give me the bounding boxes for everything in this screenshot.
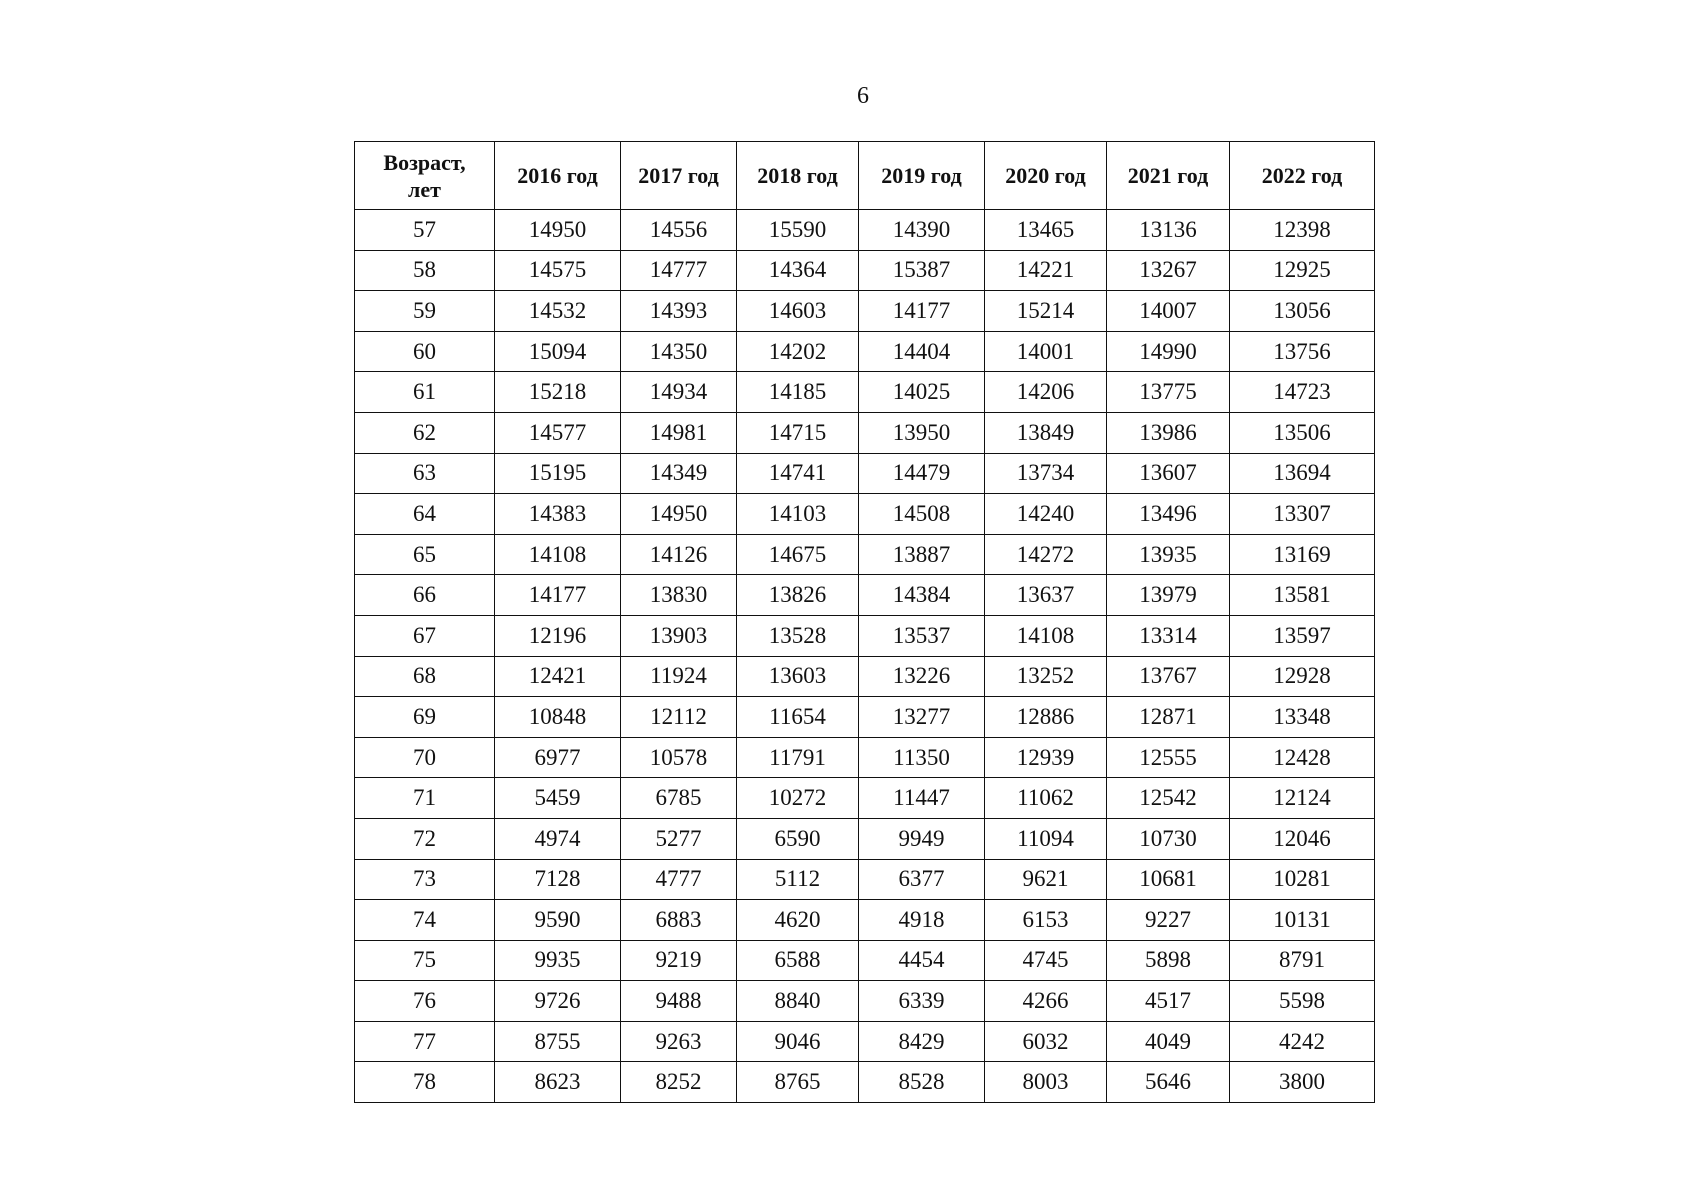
cell-age: 62 <box>355 412 495 453</box>
cell-2016: 12421 <box>495 656 621 697</box>
table-row <box>355 210 1375 251</box>
cell-2021: 13979 <box>1107 575 1230 616</box>
cell-age: 59 <box>355 291 495 332</box>
table-header-row <box>355 142 1375 210</box>
cell-2021: 4049 <box>1107 1021 1230 1062</box>
header-2022: 2022 год <box>1230 142 1375 210</box>
cell-2019: 4918 <box>859 900 985 941</box>
table-row <box>355 778 1375 819</box>
cell-2022: 12124 <box>1230 778 1375 819</box>
cell-2016: 14383 <box>495 494 621 535</box>
table-row <box>355 412 1375 453</box>
cell-2022: 5598 <box>1230 981 1375 1022</box>
cell-2016: 8623 <box>495 1062 621 1103</box>
table-row <box>355 656 1375 697</box>
cell-2016: 7128 <box>495 859 621 900</box>
cell-2018: 4620 <box>737 900 859 941</box>
cell-2022: 13169 <box>1230 534 1375 575</box>
cell-age: 58 <box>355 250 495 291</box>
cell-2018: 14741 <box>737 453 859 494</box>
cell-2021: 9227 <box>1107 900 1230 941</box>
cell-2019: 13226 <box>859 656 985 697</box>
cell-2021: 12542 <box>1107 778 1230 819</box>
cell-2017: 14556 <box>621 210 737 251</box>
cell-2018: 15590 <box>737 210 859 251</box>
cell-2019: 14404 <box>859 331 985 372</box>
cell-2020: 4745 <box>985 940 1107 981</box>
cell-age: 57 <box>355 210 495 251</box>
cell-2019: 9949 <box>859 818 985 859</box>
cell-2021: 10681 <box>1107 859 1230 900</box>
cell-age: 73 <box>355 859 495 900</box>
cell-2020: 6153 <box>985 900 1107 941</box>
cell-2020: 13465 <box>985 210 1107 251</box>
cell-2017: 11924 <box>621 656 737 697</box>
cell-2016: 5459 <box>495 778 621 819</box>
cell-2018: 9046 <box>737 1021 859 1062</box>
cell-2022: 13581 <box>1230 575 1375 616</box>
cell-age: 71 <box>355 778 495 819</box>
table-row <box>355 453 1375 494</box>
cell-2018: 13528 <box>737 615 859 656</box>
cell-2021: 4517 <box>1107 981 1230 1022</box>
cell-2017: 4777 <box>621 859 737 900</box>
cell-2022: 10281 <box>1230 859 1375 900</box>
cell-2019: 13950 <box>859 412 985 453</box>
table-row <box>355 575 1375 616</box>
table-row <box>355 940 1375 981</box>
cell-2019: 8429 <box>859 1021 985 1062</box>
cell-2018: 14364 <box>737 250 859 291</box>
cell-2017: 9488 <box>621 981 737 1022</box>
cell-2022: 12928 <box>1230 656 1375 697</box>
cell-2018: 10272 <box>737 778 859 819</box>
cell-2016: 8755 <box>495 1021 621 1062</box>
cell-age: 78 <box>355 1062 495 1103</box>
cell-2016: 9590 <box>495 900 621 941</box>
cell-2018: 14603 <box>737 291 859 332</box>
header-2019: 2019 год <box>859 142 985 210</box>
cell-2021: 5898 <box>1107 940 1230 981</box>
table-body <box>355 210 1375 1103</box>
cell-2021: 10730 <box>1107 818 1230 859</box>
cell-2018: 6588 <box>737 940 859 981</box>
cell-2022: 12398 <box>1230 210 1375 251</box>
table-row <box>355 1062 1375 1103</box>
cell-2018: 14185 <box>737 372 859 413</box>
cell-age: 70 <box>355 737 495 778</box>
cell-2020: 14221 <box>985 250 1107 291</box>
cell-2019: 14177 <box>859 291 985 332</box>
cell-2017: 13830 <box>621 575 737 616</box>
cell-2020: 4266 <box>985 981 1107 1022</box>
page-number: 6 <box>857 83 869 109</box>
cell-2017: 14350 <box>621 331 737 372</box>
cell-2019: 14508 <box>859 494 985 535</box>
cell-2016: 10848 <box>495 697 621 738</box>
cell-2016: 4974 <box>495 818 621 859</box>
cell-2019: 8528 <box>859 1062 985 1103</box>
cell-2017: 13903 <box>621 615 737 656</box>
cell-2020: 11062 <box>985 778 1107 819</box>
cell-2022: 3800 <box>1230 1062 1375 1103</box>
cell-2022: 12046 <box>1230 818 1375 859</box>
cell-2018: 8765 <box>737 1062 859 1103</box>
cell-2020: 11094 <box>985 818 1107 859</box>
cell-age: 68 <box>355 656 495 697</box>
cell-2021: 13935 <box>1107 534 1230 575</box>
cell-2017: 9219 <box>621 940 737 981</box>
cell-2021: 13267 <box>1107 250 1230 291</box>
cell-2021: 13607 <box>1107 453 1230 494</box>
cell-2019: 6339 <box>859 981 985 1022</box>
cell-2018: 11791 <box>737 737 859 778</box>
cell-2018: 6590 <box>737 818 859 859</box>
cell-2019: 11447 <box>859 778 985 819</box>
table-row <box>355 615 1375 656</box>
cell-2020: 13637 <box>985 575 1107 616</box>
cell-2022: 13756 <box>1230 331 1375 372</box>
cell-2020: 12939 <box>985 737 1107 778</box>
cell-age: 61 <box>355 372 495 413</box>
cell-2021: 14990 <box>1107 331 1230 372</box>
cell-age: 65 <box>355 534 495 575</box>
cell-2020: 13849 <box>985 412 1107 453</box>
cell-age: 75 <box>355 940 495 981</box>
cell-2021: 13314 <box>1107 615 1230 656</box>
cell-2019: 13887 <box>859 534 985 575</box>
cell-2016: 12196 <box>495 615 621 656</box>
cell-2016: 9935 <box>495 940 621 981</box>
cell-2016: 6977 <box>495 737 621 778</box>
cell-2016: 15195 <box>495 453 621 494</box>
cell-2021: 13767 <box>1107 656 1230 697</box>
cell-2016: 9726 <box>495 981 621 1022</box>
cell-2019: 13277 <box>859 697 985 738</box>
cell-2022: 12925 <box>1230 250 1375 291</box>
cell-2016: 15094 <box>495 331 621 372</box>
cell-age: 76 <box>355 981 495 1022</box>
cell-2020: 9621 <box>985 859 1107 900</box>
cell-2017: 10578 <box>621 737 737 778</box>
cell-2022: 13597 <box>1230 615 1375 656</box>
cell-2017: 14393 <box>621 291 737 332</box>
cell-2018: 14103 <box>737 494 859 535</box>
table-row <box>355 331 1375 372</box>
cell-2018: 14715 <box>737 412 859 453</box>
cell-age: 77 <box>355 1021 495 1062</box>
cell-2017: 6785 <box>621 778 737 819</box>
cell-2022: 10131 <box>1230 900 1375 941</box>
cell-2020: 6032 <box>985 1021 1107 1062</box>
cell-2021: 12871 <box>1107 697 1230 738</box>
cell-2022: 13694 <box>1230 453 1375 494</box>
cell-2022: 13348 <box>1230 697 1375 738</box>
cell-2018: 14675 <box>737 534 859 575</box>
cell-age: 69 <box>355 697 495 738</box>
table-row <box>355 534 1375 575</box>
cell-2019: 14479 <box>859 453 985 494</box>
cell-2020: 14001 <box>985 331 1107 372</box>
table-row <box>355 697 1375 738</box>
cell-2022: 13307 <box>1230 494 1375 535</box>
cell-2020: 8003 <box>985 1062 1107 1103</box>
cell-age: 63 <box>355 453 495 494</box>
cell-2017: 9263 <box>621 1021 737 1062</box>
cell-2019: 14384 <box>859 575 985 616</box>
header-2020: 2020 год <box>985 142 1107 210</box>
table-row <box>355 494 1375 535</box>
cell-age: 66 <box>355 575 495 616</box>
cell-2020: 15214 <box>985 291 1107 332</box>
header-2017: 2017 год <box>621 142 737 210</box>
cell-2017: 14777 <box>621 250 737 291</box>
cell-age: 64 <box>355 494 495 535</box>
header-2018: 2018 год <box>737 142 859 210</box>
table-row <box>355 737 1375 778</box>
cell-2016: 14532 <box>495 291 621 332</box>
cell-2021: 13775 <box>1107 372 1230 413</box>
header-2016: 2016 год <box>495 142 621 210</box>
cell-2018: 14202 <box>737 331 859 372</box>
table-row <box>355 1021 1375 1062</box>
cell-2022: 12428 <box>1230 737 1375 778</box>
cell-2019: 15387 <box>859 250 985 291</box>
table-row <box>355 291 1375 332</box>
cell-2021: 5646 <box>1107 1062 1230 1103</box>
cell-2016: 14575 <box>495 250 621 291</box>
cell-2017: 12112 <box>621 697 737 738</box>
cell-2017: 14934 <box>621 372 737 413</box>
cell-2021: 13986 <box>1107 412 1230 453</box>
cell-2018: 13603 <box>737 656 859 697</box>
cell-2020: 12886 <box>985 697 1107 738</box>
table-row <box>355 372 1375 413</box>
cell-2018: 8840 <box>737 981 859 1022</box>
cell-2018: 11654 <box>737 697 859 738</box>
cell-2018: 13826 <box>737 575 859 616</box>
cell-2020: 14206 <box>985 372 1107 413</box>
cell-2021: 13496 <box>1107 494 1230 535</box>
cell-2017: 14349 <box>621 453 737 494</box>
cell-2020: 14272 <box>985 534 1107 575</box>
cell-2016: 14577 <box>495 412 621 453</box>
header-2021: 2021 год <box>1107 142 1230 210</box>
cell-2019: 14025 <box>859 372 985 413</box>
cell-2020: 14108 <box>985 615 1107 656</box>
cell-2020: 14240 <box>985 494 1107 535</box>
cell-2021: 12555 <box>1107 737 1230 778</box>
cell-2019: 11350 <box>859 737 985 778</box>
cell-age: 60 <box>355 331 495 372</box>
population-by-age-table <box>354 141 1375 1103</box>
cell-2017: 14126 <box>621 534 737 575</box>
table-row <box>355 818 1375 859</box>
table-row <box>355 900 1375 941</box>
cell-2017: 5277 <box>621 818 737 859</box>
table-row <box>355 859 1375 900</box>
cell-2017: 8252 <box>621 1062 737 1103</box>
cell-2021: 14007 <box>1107 291 1230 332</box>
cell-2022: 4242 <box>1230 1021 1375 1062</box>
table-row <box>355 981 1375 1022</box>
cell-2020: 13734 <box>985 453 1107 494</box>
cell-2020: 13252 <box>985 656 1107 697</box>
cell-2022: 13506 <box>1230 412 1375 453</box>
cell-2016: 14108 <box>495 534 621 575</box>
cell-2019: 14390 <box>859 210 985 251</box>
cell-2019: 6377 <box>859 859 985 900</box>
cell-age: 72 <box>355 818 495 859</box>
table-row <box>355 250 1375 291</box>
cell-2022: 13056 <box>1230 291 1375 332</box>
cell-2017: 6883 <box>621 900 737 941</box>
cell-2018: 5112 <box>737 859 859 900</box>
cell-age: 67 <box>355 615 495 656</box>
cell-2017: 14981 <box>621 412 737 453</box>
cell-2016: 15218 <box>495 372 621 413</box>
cell-2016: 14950 <box>495 210 621 251</box>
cell-age: 74 <box>355 900 495 941</box>
cell-2021: 13136 <box>1107 210 1230 251</box>
cell-2019: 13537 <box>859 615 985 656</box>
cell-2022: 8791 <box>1230 940 1375 981</box>
header-age: Возраст, лет <box>355 142 495 210</box>
cell-2019: 4454 <box>859 940 985 981</box>
cell-2022: 14723 <box>1230 372 1375 413</box>
cell-2016: 14177 <box>495 575 621 616</box>
cell-2017: 14950 <box>621 494 737 535</box>
